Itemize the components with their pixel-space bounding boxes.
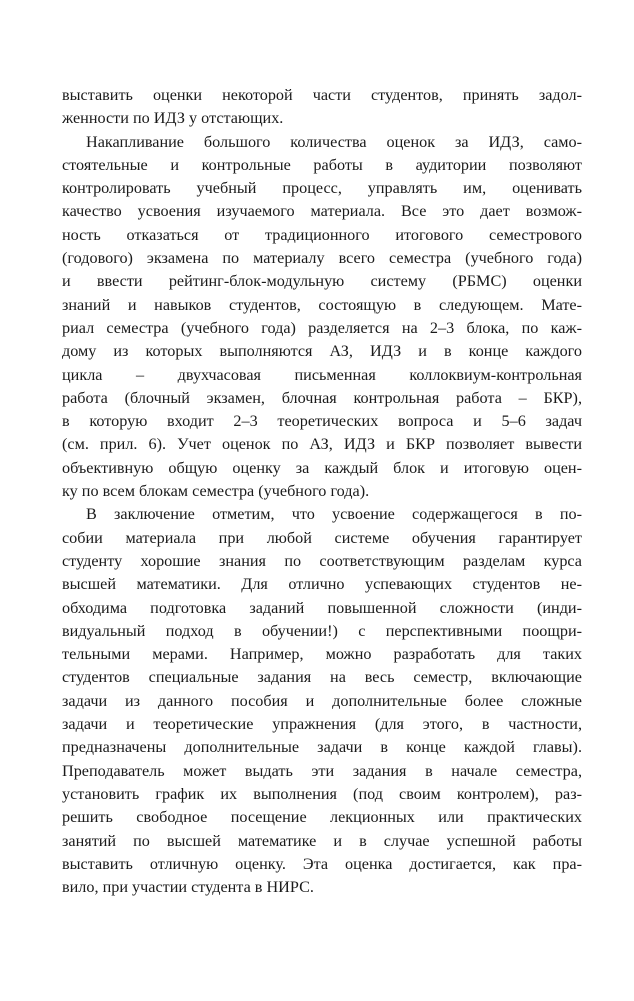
paragraph-1 — [62, 84, 582, 131]
text-line: и ввести рейтинг-блок-модульную систему (РБМС) оценки — [62, 272, 582, 291]
text-line: риал семестра (учебного года) разделяется на 2–3 блока, по каж- — [62, 318, 582, 337]
text-line: объективную общую оценку за каждый блок и итоговую оцен- — [62, 458, 582, 477]
text-line: ку по всем блокам семестра (учебного года). — [62, 482, 370, 501]
text-line: обходима подготовка заданий повышенной сложности (инди- — [62, 598, 582, 617]
text-line: собии материала при любой системе обучения гарантирует — [62, 528, 582, 547]
text-line: Накапливание большого количества оценок за ИДЗ, само- — [86, 132, 582, 151]
text-line: тельными мерами. Например, можно разработать для таких — [62, 645, 582, 664]
text-line: решить свободное посещение лекционных или практических — [62, 808, 582, 827]
text-line: выставить отличную оценку. Эта оценка достигается, как пра- — [62, 854, 582, 873]
text-line: Преподаватель может выдать эти задания в начале семестра, — [62, 761, 582, 780]
document-page — [62, 84, 582, 899]
text-line: в которую входит 2–3 теоретических вопроса и 5–6 задач — [62, 412, 582, 431]
text-line: качество усвоения изучаемого материала. Все это дает возмож- — [62, 202, 582, 221]
paragraph-3 — [62, 503, 582, 899]
text-line: высшей математики. Для отлично успевающих студентов не- — [62, 575, 582, 594]
text-line: женности по ИДЗ у отстающих. — [62, 109, 284, 128]
text-line: цикла – двухчасовая письменная коллоквиум-контрольная — [62, 365, 582, 384]
text-line: работа (блочный экзамен, блочная контрольная работа – БКР), — [62, 388, 582, 407]
text-line: знаний и навыков студентов, состоящую в следующем. Мате- — [62, 295, 582, 314]
text-line: (годового) экзамена по материалу всего семестра (учебного года) — [62, 249, 582, 268]
text-line: вило, при участии студента в НИРС. — [62, 878, 314, 897]
text-line: В заключение отметим, что усвоение содержащегося в по- — [86, 505, 582, 524]
text-line: студентов специальные задания на весь семестр, включающие — [62, 668, 582, 687]
text-line: предназначены дополнительные задачи в конце каждой главы). — [62, 738, 582, 757]
text-line: установить график их выполнения (под своим контролем), раз- — [62, 784, 582, 803]
text-line: занятий по высшей математике и в случае успешной работы — [62, 831, 582, 850]
text-line: дому из которых выполняются АЗ, ИДЗ и в конце каждого — [62, 342, 582, 361]
text-line: задачи из данного пособия и дополнительные более сложные — [62, 691, 582, 710]
text-line: стоятельные и контрольные работы в аудитории позволяют — [62, 155, 582, 174]
text-line: задачи и теоретические упражнения (для этого, в частности, — [62, 715, 582, 734]
text-line: (см. прил. 6). Учет оценок по АЗ, ИДЗ и БКР позволяет вывести — [62, 435, 582, 454]
text-line: контролировать учебный процесс, управлять им, оценивать — [62, 179, 582, 198]
text-line: ность отказаться от традиционного итогового семестрового — [62, 225, 582, 244]
text-line: студенту хорошие знания по соответствующим разделам курса — [62, 551, 582, 570]
paragraph-2 — [62, 131, 582, 504]
text-line: выставить оценки некоторой части студентов, принять задол- — [62, 86, 582, 104]
text-line: видуальный подход в обучении!) с перспективными поощри- — [62, 621, 582, 640]
